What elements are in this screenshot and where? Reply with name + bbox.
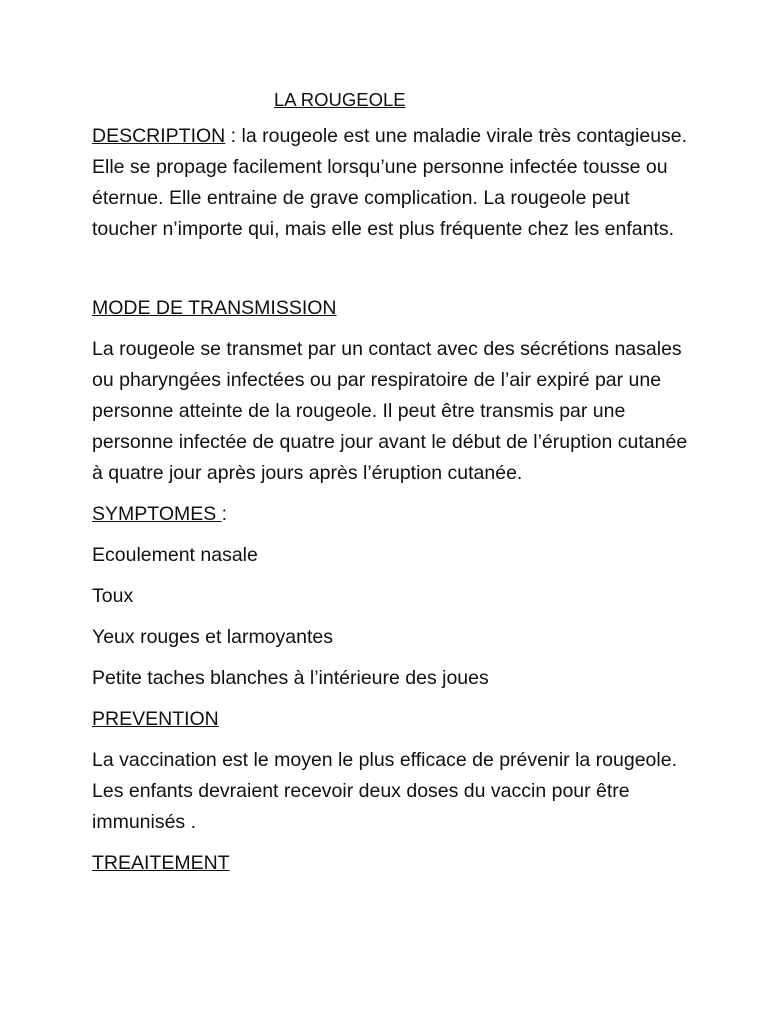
transmission-paragraph: La rougeole se transmet par un contact avec des sécrétions nasales ou pharyngées infectées ou par respiratoire de l’air expiré par une personne atteinte de la rougeole. Il peut être transmis par une personne infectée de quatre jour avant le début de l’éruption cutanée à quatre jour après jours après l’éruption cutanée.	[92, 338, 688, 484]
prevention-paragraph: La vaccination est le moyen le plus efficace de prévenir la rougeole. Les enfants devraient recevoir deux doses du vaccin pour être immunisés .	[92, 749, 677, 833]
description-paragraph	[92, 121, 692, 245]
document-title: LA ROUGEOLE	[274, 89, 406, 110]
symptoms-heading-line	[92, 499, 692, 530]
prevention-heading: PREVENTION	[92, 708, 219, 730]
treatment-heading: TREAITEMENT	[92, 852, 230, 874]
prevention-heading-line	[92, 704, 692, 735]
symptoms-heading: SYMPTOMES	[92, 503, 222, 525]
description-heading: DESCRIPTION	[92, 125, 226, 147]
symptom-item: Ecoulement nasale	[92, 544, 258, 566]
document-page	[92, 88, 692, 889]
transmission-heading-line	[92, 293, 692, 324]
symptoms-heading-suffix: :	[221, 503, 228, 525]
symptom-item: Yeux rouges et larmoyantes	[92, 626, 334, 648]
transmission-heading: MODE DE TRANSMISSION	[92, 297, 337, 319]
treatment-heading-line	[92, 848, 692, 879]
symptom-item: Petite taches blanches à l’intérieure des joues	[92, 667, 489, 689]
symptom-item: Toux	[92, 585, 134, 607]
description-separator: :	[225, 125, 242, 147]
description-text: la rougeole est une maladie virale très contagieuse. Elle se propage facilement lorsqu’une personne infectée tousse ou éternue. Elle entraine de grave complication. La rougeole peut toucher n’importe qui, mais elle est plus fréquente chez les enfants.	[92, 125, 688, 240]
